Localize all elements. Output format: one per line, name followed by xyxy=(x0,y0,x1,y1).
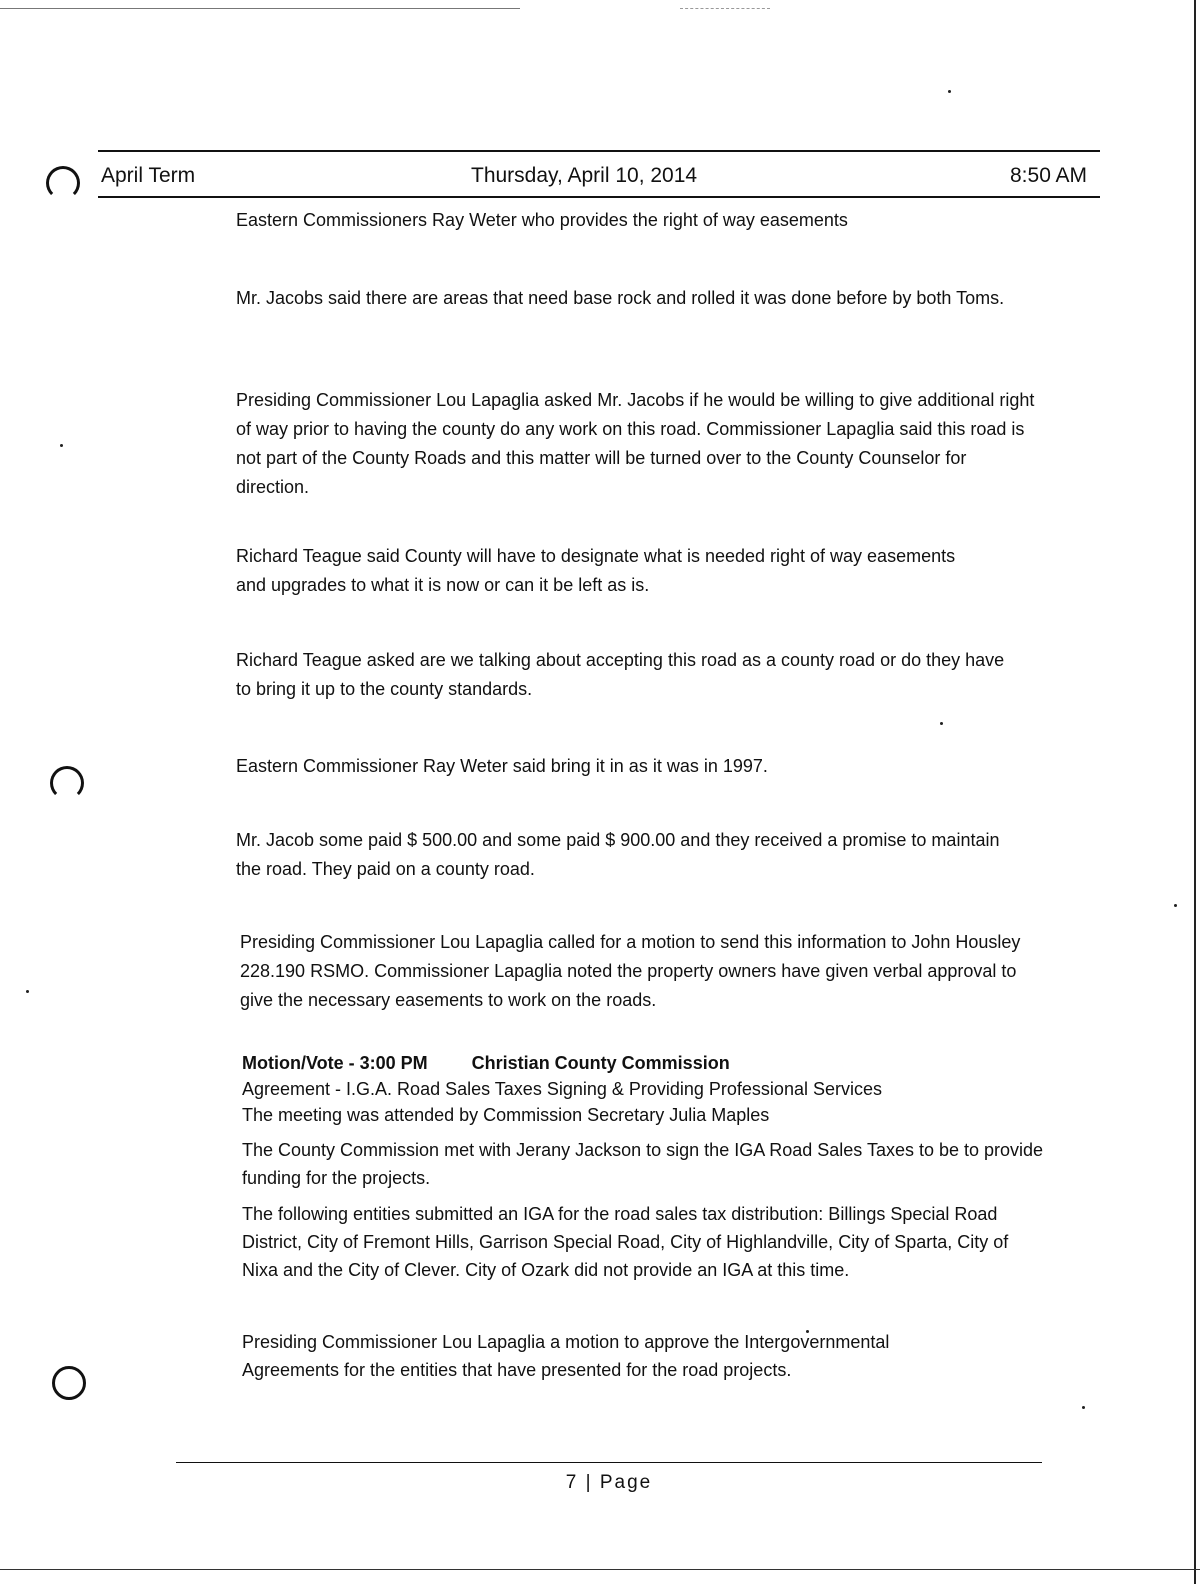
term-label: April Term xyxy=(101,164,196,187)
minutes-paragraph: Presiding Commissioner Lou Lapaglia called for a motion to send this information to John Housley 228.190 RSMO. Commissioner Lapaglia noted the property owners have given verbal approval to give the necessary easements to work on the roads. xyxy=(240,932,1021,1010)
motion-heading xyxy=(242,1050,1062,1076)
scan-edge-line xyxy=(1194,0,1196,1584)
motion-paragraph: The following entities submitted an IGA for the road sales tax distribution: Billings Special Road District, City of Fremont Hills, Garrison Special Road, City of Highlandville, City of Sparta, City of Nixa and the City of Clever. City of Ozark did not provide an IGA at this time. xyxy=(242,1204,1009,1280)
scan-speck xyxy=(940,722,943,725)
scan-speck xyxy=(26,990,29,993)
motion-label: Motion/Vote - 3:00 PM xyxy=(242,1053,428,1073)
scan-speck xyxy=(60,444,63,447)
scan-edge-line xyxy=(0,8,520,9)
minutes-paragraph: Mr. Jacob some paid $ 500.00 and some paid $ 900.00 and they received a promise to maintain the road. They paid on a county road. xyxy=(236,830,1000,879)
header-rule xyxy=(98,196,1100,198)
footer-rule xyxy=(176,1462,1042,1463)
minutes-paragraph: Richard Teague asked are we talking about accepting this road as a county road or do they have to bring it up to the county standards. xyxy=(236,650,1005,699)
minutes-paragraph: Richard Teague said County will have to designate what is needed right of way easements and upgrades to what it is now or can it be left as is. xyxy=(236,546,956,595)
scan-speck xyxy=(1082,1406,1085,1409)
scan-edge-line xyxy=(680,8,770,9)
minutes-paragraph: Eastern Commissioner Ray Weter said bring it in as it was in 1997. xyxy=(236,756,768,776)
binder-hole-icon xyxy=(46,166,80,200)
scan-speck xyxy=(948,90,951,93)
meeting-time: 8:50 AM xyxy=(1010,164,1088,187)
minutes-paragraph: Eastern Commissioners Ray Weter who provides the right of way easements xyxy=(236,210,848,230)
meeting-date: Thursday, April 10, 2014 xyxy=(471,164,698,187)
organization-name: Christian County Commission xyxy=(471,1053,730,1073)
agreement-line: Agreement - I.G.A. Road Sales Taxes Signing & Providing Professional Services xyxy=(242,1079,882,1099)
minutes-paragraph: Presiding Commissioner Lou Lapaglia asked Mr. Jacobs if he would be willing to give additional right of way prior to having the county do any work on this road. Commissioner Lapaglia said this road is not part of the County Roads and this matter will be turned over to the County Counselor for direction. xyxy=(236,390,1035,497)
binder-hole-icon xyxy=(52,1366,86,1400)
motion-paragraph: Presiding Commissioner Lou Lapaglia a motion to approve the Intergovernmental Agreements for the entities that have presented for the road projects. xyxy=(242,1332,890,1380)
scan-speck xyxy=(1174,904,1177,907)
motion-section xyxy=(242,1050,1062,1384)
attendance-line: The meeting was attended by Commission Secretary Julia Maples xyxy=(242,1105,770,1125)
minutes-paragraph: Mr. Jacobs said there are areas that need base rock and rolled it was done before by both Toms. xyxy=(236,288,1005,308)
page-number: 7 | Page xyxy=(565,1472,653,1493)
scan-edge-line xyxy=(0,1569,1200,1570)
header-rule xyxy=(98,150,1100,152)
motion-paragraph: The County Commission met with Jerany Jackson to sign the IGA Road Sales Taxes to be to provide funding for the projects. xyxy=(242,1140,1044,1188)
binder-hole-icon xyxy=(50,766,84,800)
